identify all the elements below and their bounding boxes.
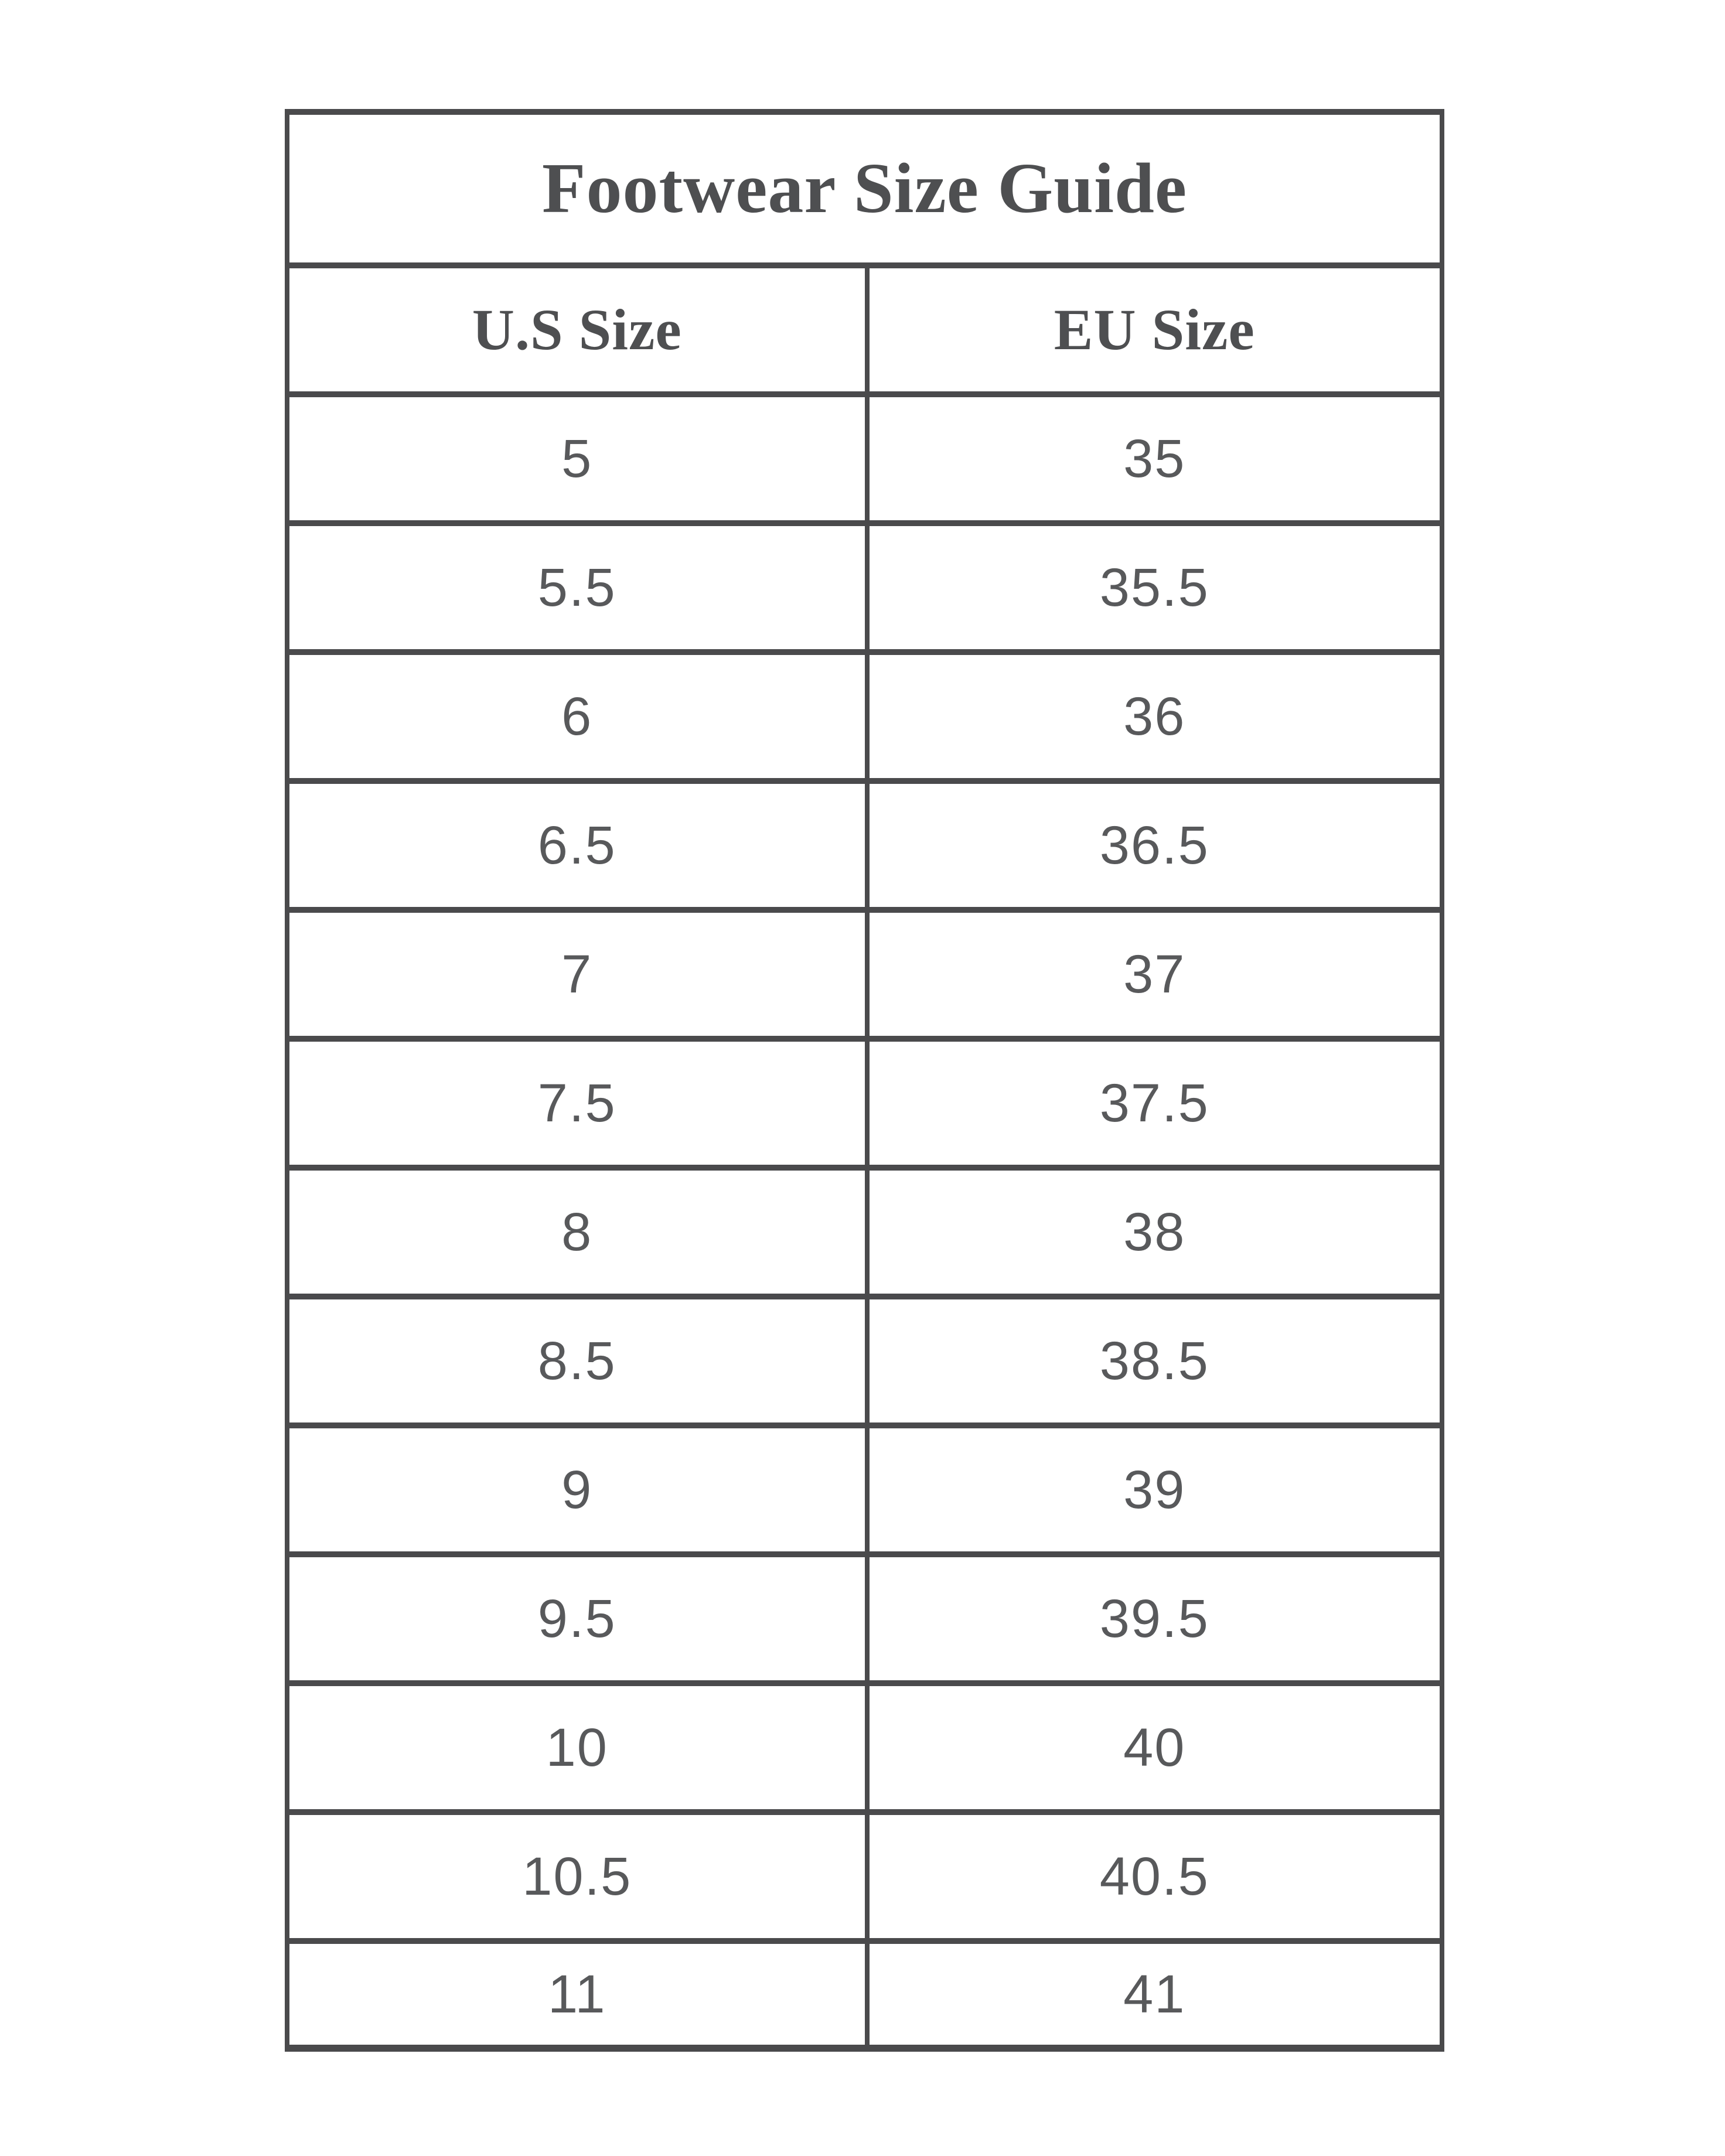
eu-size-cell: 38.5 bbox=[865, 1294, 1440, 1422]
eu-size-cell: 37 bbox=[865, 907, 1440, 1036]
page-title: Footwear Size Guide bbox=[541, 149, 1188, 228]
us-size-cell: 6.5 bbox=[289, 778, 865, 907]
size-guide-table bbox=[285, 109, 1444, 2052]
us-size-cell: 10.5 bbox=[289, 1809, 865, 1938]
us-size-cell: 9.5 bbox=[289, 1551, 865, 1680]
us-size-cell: 8.5 bbox=[289, 1294, 865, 1422]
eu-size-cell: 36.5 bbox=[865, 778, 1440, 907]
eu-size-cell: 35.5 bbox=[865, 520, 1440, 649]
eu-size-cell: 35 bbox=[865, 391, 1440, 520]
us-size-cell: 5.5 bbox=[289, 520, 865, 649]
us-size-cell: 7 bbox=[289, 907, 865, 1036]
eu-size-cell: 39.5 bbox=[865, 1551, 1440, 1680]
us-size-cell: 9 bbox=[289, 1422, 865, 1551]
eu-size-cell: 37.5 bbox=[865, 1036, 1440, 1165]
table-title-cell bbox=[289, 115, 1440, 262]
eu-size-cell: 39 bbox=[865, 1422, 1440, 1551]
us-size-cell: 7.5 bbox=[289, 1036, 865, 1165]
us-size-cell: 6 bbox=[289, 649, 865, 778]
eu-size-cell: 41 bbox=[865, 1938, 1440, 2045]
us-size-cell: 10 bbox=[289, 1680, 865, 1809]
eu-size-cell: 36 bbox=[865, 649, 1440, 778]
us-size-cell: 5 bbox=[289, 391, 865, 520]
eu-size-cell: 38 bbox=[865, 1165, 1440, 1294]
eu-size-cell: 40.5 bbox=[865, 1809, 1440, 1938]
column-header-us-size: U.S Size bbox=[289, 262, 865, 391]
eu-size-cell: 40 bbox=[865, 1680, 1440, 1809]
column-header-eu-size: EU Size bbox=[865, 262, 1440, 391]
us-size-cell: 8 bbox=[289, 1165, 865, 1294]
us-size-cell: 11 bbox=[289, 1938, 865, 2045]
